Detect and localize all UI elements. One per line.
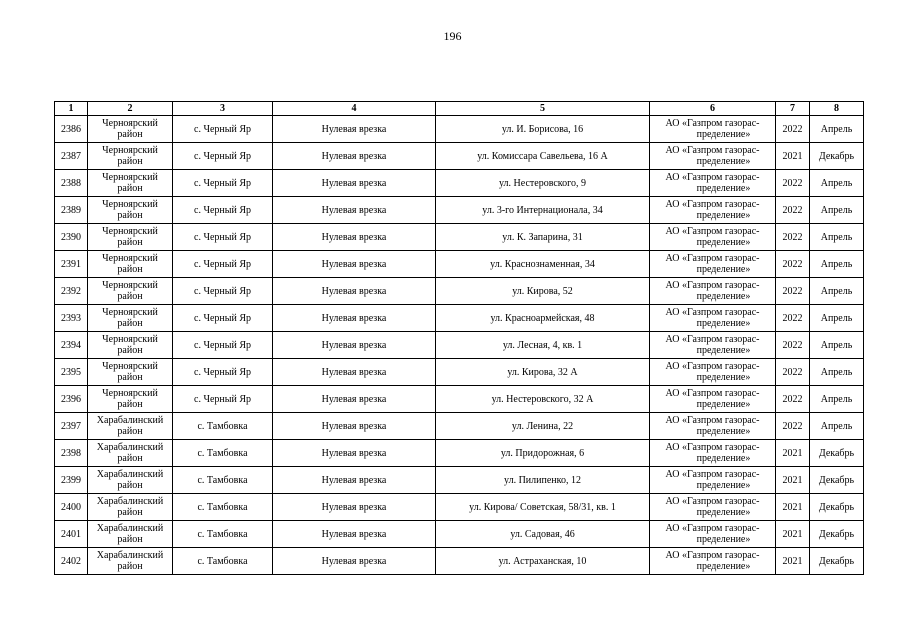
row-number-cell: 2397 — [55, 413, 88, 440]
table-row — [55, 332, 864, 359]
month-cell: Апрель — [810, 251, 864, 278]
year-cell: 2021 — [776, 494, 810, 521]
table-row — [55, 116, 864, 143]
address-cell: ул. Красноармейская, 48 — [436, 305, 650, 332]
district-cell: Черноярский район — [88, 305, 173, 332]
district-cell: Харабалинский район — [88, 413, 173, 440]
address-cell: ул. 3-го Интернационала, 34 — [436, 197, 650, 224]
column-header-1: 1 — [55, 102, 88, 116]
organization-line-2: пределение» — [696, 507, 751, 518]
column-header-6: 6 — [650, 102, 776, 116]
work-type-cell: Нулевая врезка — [273, 548, 436, 575]
table-row — [55, 224, 864, 251]
row-number-cell: 2395 — [55, 359, 88, 386]
year-cell: 2022 — [776, 197, 810, 224]
address-cell: ул. Краснознаменная, 34 — [436, 251, 650, 278]
header-row — [55, 102, 864, 116]
row-number-cell: 2392 — [55, 278, 88, 305]
organization-cell — [650, 332, 776, 359]
organization-cell — [650, 224, 776, 251]
year-cell: 2022 — [776, 305, 810, 332]
district-cell: Харабалинский район — [88, 548, 173, 575]
table-body — [55, 116, 864, 575]
table-row — [55, 251, 864, 278]
district-cell: Черноярский район — [88, 386, 173, 413]
address-cell: ул. Пилипенко, 12 — [436, 467, 650, 494]
settlement-cell: с. Тамбовка — [173, 413, 273, 440]
organization-line-1: АО «Газпром газорас- — [665, 280, 760, 291]
district-cell: Черноярский район — [88, 197, 173, 224]
year-cell: 2022 — [776, 359, 810, 386]
organization-line-2: пределение» — [696, 399, 751, 410]
district-cell: Харабалинский район — [88, 494, 173, 521]
work-type-cell: Нулевая врезка — [273, 251, 436, 278]
row-number-cell: 2399 — [55, 467, 88, 494]
work-type-cell: Нулевая врезка — [273, 494, 436, 521]
month-cell: Декабрь — [810, 143, 864, 170]
year-cell: 2022 — [776, 251, 810, 278]
organization-line-1: АО «Газпром газорас- — [665, 118, 760, 129]
table-row — [55, 143, 864, 170]
work-type-cell: Нулевая врезка — [273, 386, 436, 413]
address-cell: ул. Астраханская, 10 — [436, 548, 650, 575]
work-type-cell: Нулевая врезка — [273, 143, 436, 170]
month-cell: Декабрь — [810, 521, 864, 548]
organization-line-2: пределение» — [696, 210, 751, 221]
address-cell: ул. Садовая, 46 — [436, 521, 650, 548]
organization-cell — [650, 170, 776, 197]
table-row — [55, 278, 864, 305]
year-cell: 2021 — [776, 440, 810, 467]
work-type-cell: Нулевая врезка — [273, 521, 436, 548]
year-cell: 2022 — [776, 116, 810, 143]
work-type-cell: Нулевая врезка — [273, 224, 436, 251]
table-row — [55, 494, 864, 521]
year-cell: 2022 — [776, 413, 810, 440]
address-cell: ул. Кирова, 52 — [436, 278, 650, 305]
district-cell: Харабалинский район — [88, 521, 173, 548]
work-type-cell: Нулевая врезка — [273, 359, 436, 386]
address-cell: ул. Ленина, 22 — [436, 413, 650, 440]
organization-cell — [650, 440, 776, 467]
address-cell: ул. И. Борисова, 16 — [436, 116, 650, 143]
organization-line-1: АО «Газпром газорас- — [665, 442, 760, 453]
row-number-cell: 2394 — [55, 332, 88, 359]
settlement-cell: с. Черный Яр — [173, 251, 273, 278]
settlement-cell: с. Черный Яр — [173, 197, 273, 224]
address-cell: ул. Нестеровского, 32 А — [436, 386, 650, 413]
year-cell: 2021 — [776, 548, 810, 575]
organization-line-1: АО «Газпром газорас- — [665, 388, 760, 399]
month-cell: Декабрь — [810, 440, 864, 467]
month-cell: Апрель — [810, 386, 864, 413]
work-type-cell: Нулевая врезка — [273, 197, 436, 224]
settlement-cell: с. Черный Яр — [173, 305, 273, 332]
organization-cell — [650, 467, 776, 494]
district-cell: Черноярский район — [88, 251, 173, 278]
organization-line-1: АО «Газпром газорас- — [665, 469, 760, 480]
table-row — [55, 359, 864, 386]
organization-cell — [650, 521, 776, 548]
organization-line-1: АО «Газпром газорас- — [665, 145, 760, 156]
year-cell: 2022 — [776, 170, 810, 197]
district-cell: Черноярский район — [88, 143, 173, 170]
organization-line-2: пределение» — [696, 129, 751, 140]
address-cell: ул. Кирова/ Советская, 58/31, кв. 1 — [436, 494, 650, 521]
table-row — [55, 440, 864, 467]
work-type-cell: Нулевая врезка — [273, 467, 436, 494]
district-cell: Черноярский район — [88, 170, 173, 197]
row-number-cell: 2402 — [55, 548, 88, 575]
year-cell: 2022 — [776, 386, 810, 413]
settlement-cell: с. Черный Яр — [173, 170, 273, 197]
row-number-cell: 2391 — [55, 251, 88, 278]
organization-line-2: пределение» — [696, 453, 751, 464]
table-row — [55, 548, 864, 575]
district-cell: Черноярский район — [88, 116, 173, 143]
month-cell: Декабрь — [810, 548, 864, 575]
month-cell: Апрель — [810, 197, 864, 224]
district-cell: Черноярский район — [88, 332, 173, 359]
work-type-cell: Нулевая врезка — [273, 278, 436, 305]
settlement-cell: с. Тамбовка — [173, 494, 273, 521]
organization-cell — [650, 494, 776, 521]
work-type-cell: Нулевая врезка — [273, 305, 436, 332]
work-type-cell: Нулевая врезка — [273, 116, 436, 143]
settlement-cell: с. Черный Яр — [173, 278, 273, 305]
address-cell: ул. К. Запарина, 31 — [436, 224, 650, 251]
organization-line-2: пределение» — [696, 561, 751, 572]
organization-line-2: пределение» — [696, 264, 751, 275]
organization-line-1: АО «Газпром газорас- — [665, 550, 760, 561]
organization-cell — [650, 386, 776, 413]
district-cell: Харабалинский район — [88, 467, 173, 494]
organization-line-2: пределение» — [696, 318, 751, 329]
address-cell: ул. Придорожная, 6 — [436, 440, 650, 467]
organization-cell — [650, 116, 776, 143]
organization-line-2: пределение» — [696, 372, 751, 383]
year-cell: 2021 — [776, 521, 810, 548]
data-table — [54, 101, 864, 575]
organization-cell — [650, 305, 776, 332]
address-cell: ул. Кирова, 32 А — [436, 359, 650, 386]
column-header-2: 2 — [88, 102, 173, 116]
month-cell: Апрель — [810, 224, 864, 251]
settlement-cell: с. Тамбовка — [173, 467, 273, 494]
row-number-cell: 2398 — [55, 440, 88, 467]
organization-cell — [650, 251, 776, 278]
month-cell: Апрель — [810, 305, 864, 332]
organization-line-2: пределение» — [696, 183, 751, 194]
organization-cell — [650, 413, 776, 440]
organization-cell — [650, 197, 776, 224]
year-cell: 2022 — [776, 332, 810, 359]
organization-line-1: АО «Газпром газорас- — [665, 496, 760, 507]
row-number-cell: 2389 — [55, 197, 88, 224]
column-header-3: 3 — [173, 102, 273, 116]
year-cell: 2021 — [776, 143, 810, 170]
work-type-cell: Нулевая врезка — [273, 440, 436, 467]
district-cell: Черноярский район — [88, 359, 173, 386]
month-cell: Апрель — [810, 170, 864, 197]
settlement-cell: с. Черный Яр — [173, 386, 273, 413]
organization-line-1: АО «Газпром газорас- — [665, 253, 760, 264]
settlement-cell: с. Черный Яр — [173, 332, 273, 359]
organization-cell — [650, 278, 776, 305]
organization-line-2: пределение» — [696, 534, 751, 545]
settlement-cell: с. Черный Яр — [173, 359, 273, 386]
month-cell: Апрель — [810, 413, 864, 440]
table-row — [55, 521, 864, 548]
address-cell: ул. Нестеровского, 9 — [436, 170, 650, 197]
organization-line-2: пределение» — [696, 345, 751, 356]
organization-line-2: пределение» — [696, 291, 751, 302]
organization-line-1: АО «Газпром газорас- — [665, 523, 760, 534]
organization-line-1: АО «Газпром газорас- — [665, 307, 760, 318]
organization-line-1: АО «Газпром газорас- — [665, 361, 760, 372]
district-cell: Черноярский район — [88, 278, 173, 305]
organization-line-2: пределение» — [696, 237, 751, 248]
column-header-7: 7 — [776, 102, 810, 116]
organization-line-2: пределение» — [696, 480, 751, 491]
work-type-cell: Нулевая врезка — [273, 332, 436, 359]
page-number: 196 — [443, 29, 462, 43]
row-number-cell: 2386 — [55, 116, 88, 143]
column-header-4: 4 — [273, 102, 436, 116]
month-cell: Апрель — [810, 359, 864, 386]
settlement-cell: с. Черный Яр — [173, 224, 273, 251]
district-cell: Черноярский район — [88, 224, 173, 251]
table-row — [55, 197, 864, 224]
year-cell: 2021 — [776, 467, 810, 494]
table-row — [55, 386, 864, 413]
row-number-cell: 2387 — [55, 143, 88, 170]
settlement-cell: с. Тамбовка — [173, 521, 273, 548]
month-cell: Декабрь — [810, 467, 864, 494]
organization-line-1: АО «Газпром газорас- — [665, 226, 760, 237]
organization-line-1: АО «Газпром газорас- — [665, 172, 760, 183]
settlement-cell: с. Тамбовка — [173, 440, 273, 467]
work-type-cell: Нулевая врезка — [273, 170, 436, 197]
settlement-cell: с. Черный Яр — [173, 116, 273, 143]
address-cell: ул. Лесная, 4, кв. 1 — [436, 332, 650, 359]
organization-cell — [650, 143, 776, 170]
column-header-5: 5 — [436, 102, 650, 116]
column-header-8: 8 — [810, 102, 864, 116]
month-cell: Апрель — [810, 278, 864, 305]
organization-line-1: АО «Газпром газорас- — [665, 415, 760, 426]
table-row — [55, 413, 864, 440]
settlement-cell: с. Черный Яр — [173, 143, 273, 170]
month-cell: Апрель — [810, 332, 864, 359]
table-row — [55, 170, 864, 197]
row-number-cell: 2401 — [55, 521, 88, 548]
settlement-cell: с. Тамбовка — [173, 548, 273, 575]
year-cell: 2022 — [776, 278, 810, 305]
month-cell: Декабрь — [810, 494, 864, 521]
organization-line-2: пределение» — [696, 426, 751, 437]
address-cell: ул. Комиссара Савельева, 16 А — [436, 143, 650, 170]
organization-line-1: АО «Газпром газорас- — [665, 334, 760, 345]
organization-line-2: пределение» — [696, 156, 751, 167]
year-cell: 2022 — [776, 224, 810, 251]
row-number-cell: 2390 — [55, 224, 88, 251]
month-cell: Апрель — [810, 116, 864, 143]
table-row — [55, 467, 864, 494]
organization-cell — [650, 548, 776, 575]
row-number-cell: 2396 — [55, 386, 88, 413]
row-number-cell: 2388 — [55, 170, 88, 197]
row-number-cell: 2400 — [55, 494, 88, 521]
organization-line-1: АО «Газпром газорас- — [665, 199, 760, 210]
table-row — [55, 305, 864, 332]
row-number-cell: 2393 — [55, 305, 88, 332]
work-type-cell: Нулевая врезка — [273, 413, 436, 440]
organization-cell — [650, 359, 776, 386]
district-cell: Харабалинский район — [88, 440, 173, 467]
